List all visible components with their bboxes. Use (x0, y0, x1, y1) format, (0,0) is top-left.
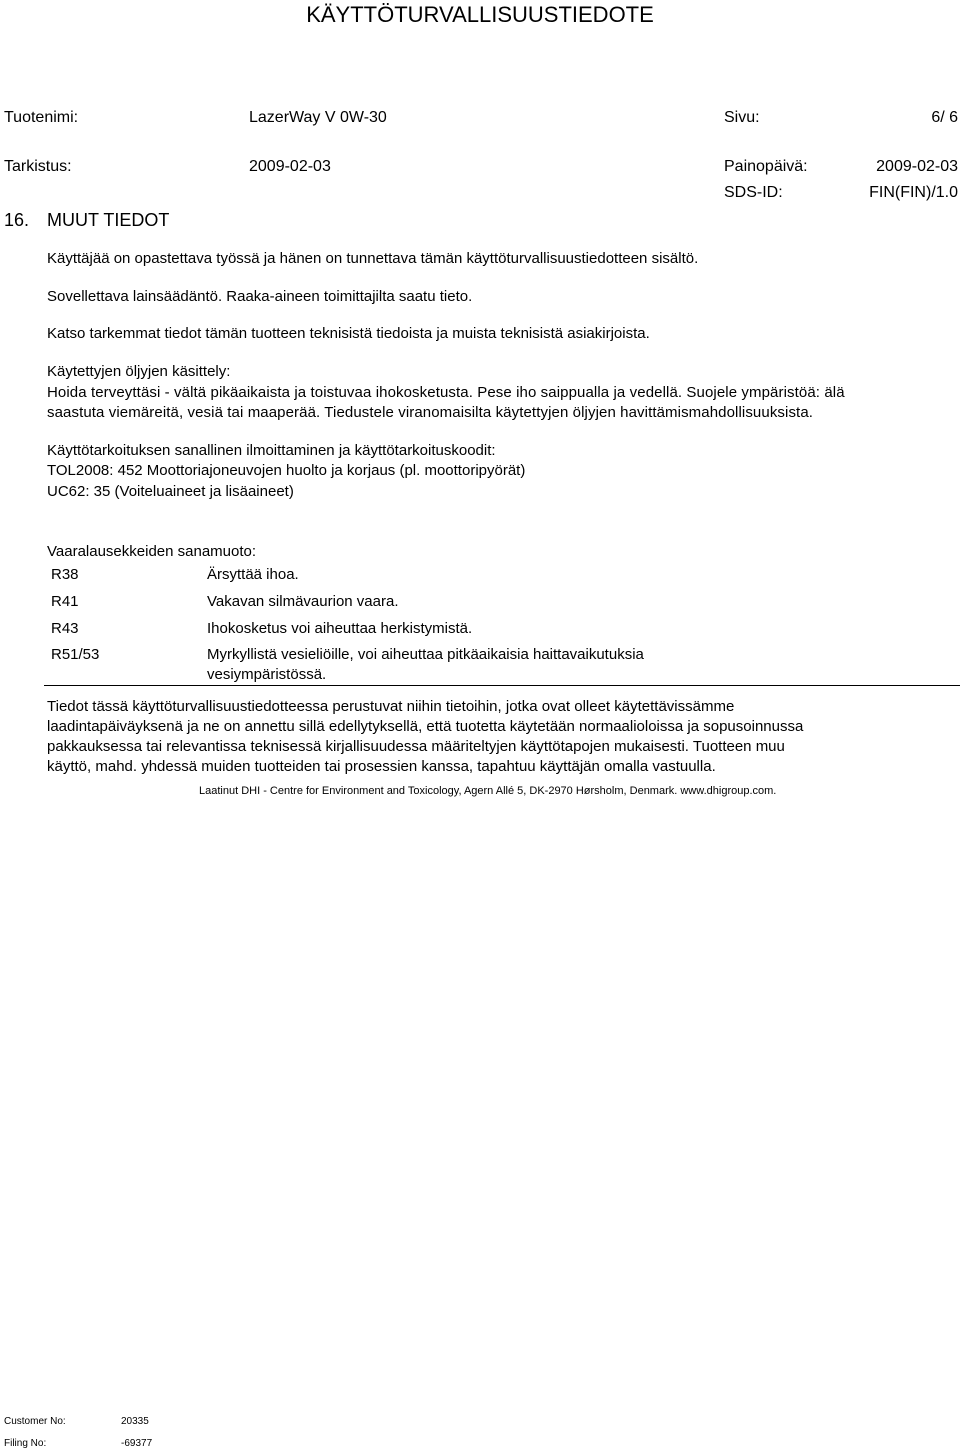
section-number: 16. (4, 210, 30, 230)
risk-code: R41 (51, 593, 79, 610)
revision-label: Tarkistus: (4, 158, 72, 175)
filing-number-label: Filing No: (4, 1438, 47, 1449)
document-title: KÄYTTÖTURVALLISUUSTIEDOTE (306, 2, 654, 27)
risk-text: Vakavan silmävaurion vaara. (207, 593, 399, 610)
used-oil-heading: Käytettyjen öljyjen käsittely: (47, 363, 231, 380)
product-name-label: Tuotenimi: (4, 109, 79, 126)
revision-date: 2009-02-03 (249, 158, 331, 175)
sds-id-label: SDS-ID: (724, 184, 783, 201)
risk-text: Ärsyttää ihoa. (207, 566, 299, 583)
customer-number-label: Customer No: (4, 1416, 66, 1427)
divider (44, 685, 960, 686)
paragraph-user-instruction: Käyttäjää on opastettava työssä ja hänen on tunnettava tämän käyttöturvallisuustiedotteen sisältö. (47, 250, 699, 267)
section-title: MUUT TIEDOT (47, 210, 170, 230)
risk-code: R51/53 (51, 646, 100, 663)
paragraph-legislation: Sovellettava lainsäädäntö. Raaka-aineen toimittajilta saatu tieto. (47, 288, 473, 305)
product-name-value: LazerWay V 0W-30 (249, 109, 387, 126)
print-date-label: Painopäivä: (724, 158, 808, 175)
risk-text: Ihokosketus voi aiheuttaa herkistymistä. (207, 620, 473, 637)
paragraph-technical-info: Katso tarkemmat tiedot tämän tuotteen teknisistä tiedoista ja muista teknisistä asiakirjoista. (47, 325, 650, 342)
used-oil-line-2: saastuta viemäreitä, vesiä tai maaperää. Tiedustele viranomaisilta käytettyjen öljyjen havittämismahdollisuuksista. (47, 404, 814, 421)
prepared-by: Laatinut DHI - Centre for Environment and Toxicology, Agern Allé 5, DK-2970 Hørsholm, Denmark. www.dhigroup.com. (199, 785, 777, 797)
risk-phrases-heading: Vaaralausekkeiden sanamuoto: (47, 543, 257, 560)
page-label: Sivu: (724, 109, 760, 126)
disclaimer-line-1: Tiedot tässä käyttöturvallisuustiedotteessa perustuvat niihin tietoihin, jotka ovat olleet käytettävissämme (47, 698, 735, 715)
filing-number-value: -69377 (121, 1438, 153, 1449)
sds-id-value: FIN(FIN)/1.0 (869, 184, 958, 201)
page-value: 6/ 6 (931, 109, 958, 126)
use-code-tol2008: TOL2008: 452 Moottoriajoneuvojen huolto ja korjaus (pl. moottoripyörät) (47, 462, 526, 479)
risk-code: R43 (51, 620, 79, 637)
disclaimer-line-4: käyttö, mahd. yhdessä muiden tuotteiden tai prosessien kanssa, tapahtuu käyttäjän omalla vastuulla. (47, 758, 716, 775)
risk-text-continued: vesiympäristössä. (207, 666, 327, 683)
print-date-value: 2009-02-03 (876, 158, 958, 175)
use-codes-heading: Käyttötarkoituksen sanallinen ilmoittaminen ja käyttötarkoituskoodit: (47, 442, 496, 459)
risk-code: R38 (51, 566, 79, 583)
used-oil-line-1: Hoida terveyttäsi - vältä pikäaikaista ja toistuvaa ihokosketusta. Pese iho saippualla ja vedellä. Suojele ympäristöä: älä (47, 384, 845, 401)
risk-text: Myrkyllistä vesieliöille, voi aiheuttaa pitkäaikaisia haittavaikutuksia (207, 646, 644, 663)
disclaimer-line-3: pakkauksessa tai relevantissa teknisessä kirjallisuudessa määriteltyjen käyttötapojen mukaisesti. Tuotteen muu (47, 738, 785, 755)
disclaimer-line-2: laadintapäiväyksenä ja ne on annettu sillä edellytyksellä, että tuotetta käytetään normaalioloissa ja sopusoinnussa (47, 718, 804, 735)
customer-number-value: 20335 (121, 1416, 149, 1427)
use-code-uc62: UC62: 35 (Voiteluaineet ja lisäaineet) (47, 483, 294, 500)
